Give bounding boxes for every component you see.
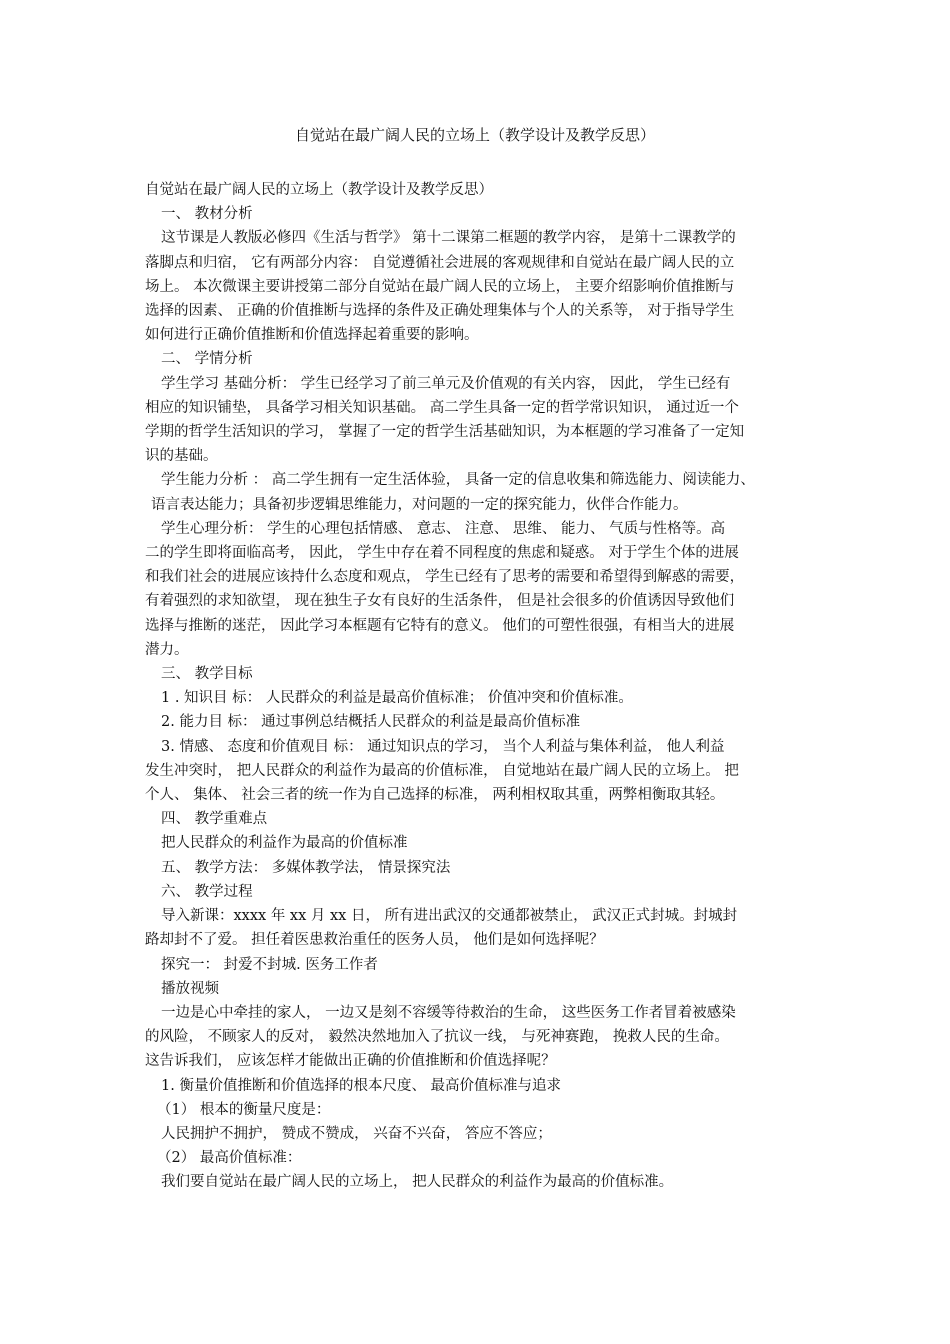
text-line: 六、 教学过程 xyxy=(161,883,253,900)
text-line: 1. 衡量价值推断和价值选择的根本尺度、 最高价值标准与追求 xyxy=(161,1077,562,1094)
text-line: 学生心理分析： 学生的心理包括情感、 意志、 注意、 思维、 能力、 气质与性格等。高 xyxy=(161,520,726,537)
text-line: 语言表达能力；具备初步逻辑思维能力，对问题的一定的探究能力，伙伴合作能力。 xyxy=(151,496,688,513)
text-line: 选择的因素、 正确的价值推断与选择的条件及正确处理集体与个人的关系等， 对于指导学生 xyxy=(145,303,735,320)
text-line: 探究一： 封爱不封城. 医务工作者 xyxy=(161,956,378,973)
page-title: 自觉站在最广阔人民的立场上（教学设计及教学反思） xyxy=(294,126,655,144)
text-line: 三、 教学目标 xyxy=(161,666,253,683)
text-line: 四、 教学重难点 xyxy=(161,811,268,828)
text-line: 和我们社会的进展应该持什么态度和观点， 学生已经有了思考的需要和希望得到解惑的需要， xyxy=(145,569,745,586)
text-line: 人民拥护不拥护， 赞成不赞成， 兴奋不兴奋， 答应不答应； xyxy=(161,1125,552,1142)
text-line: 一、 教材分析 xyxy=(161,206,253,223)
text-line: 我们要自觉站在最广阔人民的立场上， 把人民群众的利益作为最高的价值标准。 xyxy=(161,1174,674,1191)
text-line: 个人、 集体、 社会三者的统一作为自己选择的标准， 两利相权取其重，两弊相衡取其轻。 xyxy=(145,787,725,804)
text-line: （2） 最高价值标准： xyxy=(157,1150,302,1167)
text-line: 选择与推断的迷茫， 因此学习本框题有它特有的意义。 他们的可塑性很强，有相当大的进展 xyxy=(145,617,735,634)
text-line: 二的学生即将面临高考， 因此， 学生中存在着不同程度的焦虑和疑惑。 对于学生个体的进展 xyxy=(145,545,739,562)
text-line: 的风险， 不顾家人的反对， 毅然决然地加入了抗议一线， 与死神赛跑， 挽救人民的生命。 xyxy=(145,1029,729,1046)
text-line: 2. 能力目 标： 通过事例总结概括人民群众的利益是最高价值标准 xyxy=(161,714,581,731)
text-line: 识的基础。 xyxy=(145,448,218,465)
document-body xyxy=(145,178,825,1195)
text-line: 3. 情感、 态度和价值观目 标： 通过知识点的学习， 当个人利益与集体利益， 他人利益 xyxy=(161,738,725,755)
text-line: 潜力。 xyxy=(145,641,189,658)
text-line: 播放视频 xyxy=(161,980,219,997)
text-line: 落脚点和归宿， 它有两部分内容： 自觉遵循社会进展的客观规律和自觉站在最广阔人民的立 xyxy=(145,254,735,271)
text-line: 导入新课：xxxx 年 xx 月 xx 日， 所有进出武汉的交通都被禁止， 武汉正式封城。封城封 xyxy=(161,908,738,925)
text-line: 路却封不了爱。 担任着医患救治重任的医务人员， 他们是如何选择呢？ xyxy=(145,932,604,949)
text-line: 相应的知识铺垫， 具备学习相关知识基础。 高二学生具备一定的哲学常识知识， 通过近一个 xyxy=(145,399,739,416)
text-line: 场上。 本次微课主要讲授第二部分自觉站在最广阔人民的立场上， 主要介绍影响价值推断与 xyxy=(145,278,735,295)
text-line: 五、 教学方法： 多媒体教学法， 情景探究法 xyxy=(161,859,451,876)
text-line: 学期的哲学生活知识的学习， 掌握了一定的哲学生活基础知识，为本框题的学习准备了一定知 xyxy=(145,424,745,441)
text-line: 一边是心中牵挂的家人， 一边又是刻不容缓等待救治的生命， 这些医务工作者冒着被感染 xyxy=(161,1004,736,1021)
text-line: 发生冲突时， 把人民群众的利益作为最高的价值标准， 自觉地站在最广阔人民的立场上。 把 xyxy=(145,762,739,779)
text-line: 这节课是人教版必修四《生活与哲学》 第十二课第二框题的教学内容， 是第十二课教学的 xyxy=(161,230,736,247)
text-line: 1 . 知识目 标： 人民群众的利益是最高价值标准； 价值冲突和价值标准。 xyxy=(161,690,633,707)
text-line: 自觉站在最广阔人民的立场上（教学设计及教学反思） xyxy=(145,182,493,198)
text-line: （1） 根本的衡量尺度是： xyxy=(157,1101,331,1118)
text-line: 学生能力分析 ： 高二学生拥有一定生活体验， 具备一定的信息收集和筛选能力、阅读能力、 xyxy=(161,472,755,489)
text-line: 学生学习 基础分析： 学生已经学习了前三单元及价值观的有关内容， 因此， 学生已经有 xyxy=(161,375,731,392)
text-line: 这告诉我们， 应该怎样才能做出正确的价值推断和价值选择呢？ xyxy=(145,1053,556,1070)
text-line: 把人民群众的利益作为最高的价值标准 xyxy=(161,835,408,852)
text-line: 二、 学情分析 xyxy=(161,351,253,368)
text-line: 如何进行正确价值推断和价值选择起着重要的影响。 xyxy=(145,327,479,344)
text-line: 有着强烈的求知欲望， 现在独生子女有良好的生活条件， 但是社会很多的价值诱因导致他们 xyxy=(145,593,735,610)
